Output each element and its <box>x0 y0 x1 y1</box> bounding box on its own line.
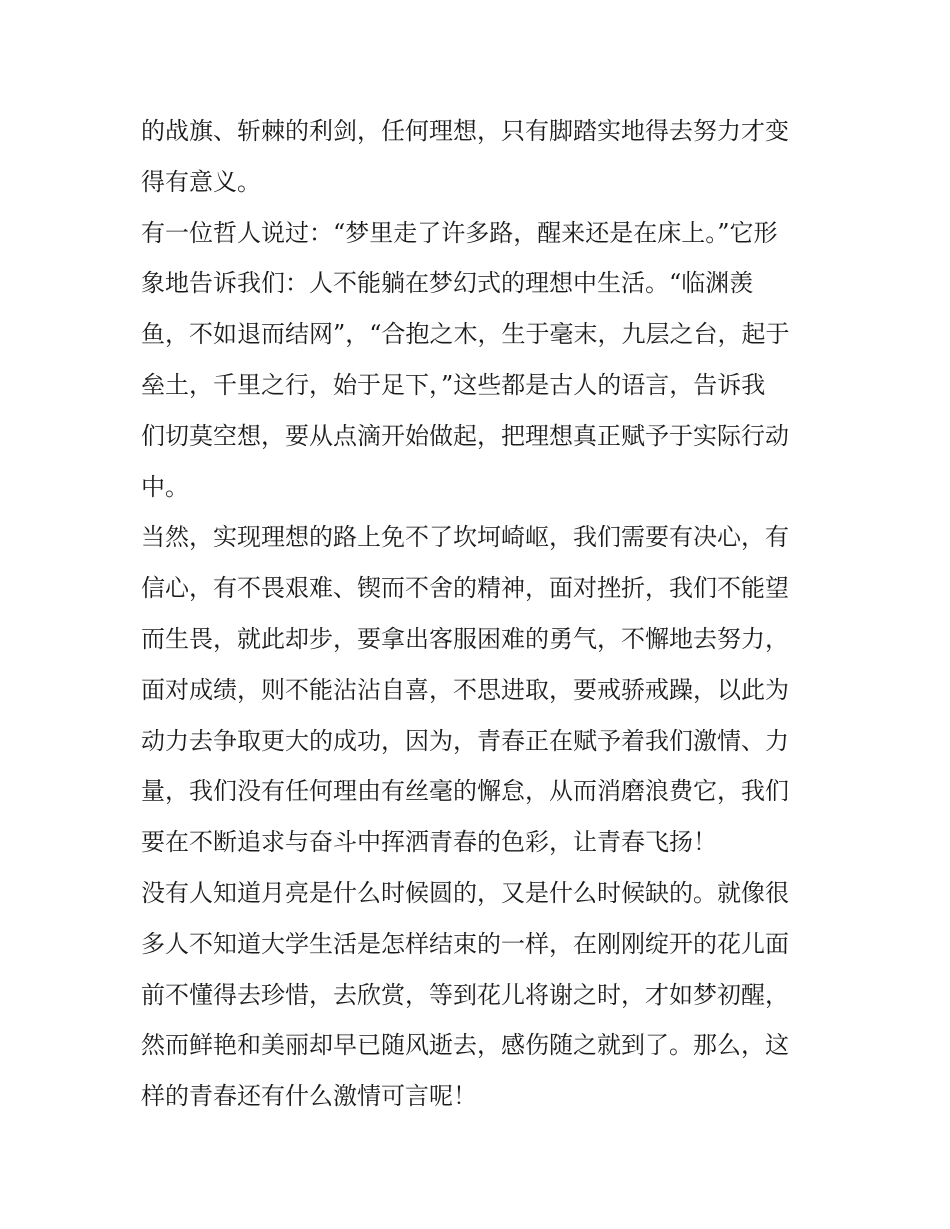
text-line: 们切莫空想，要从点滴开始做起，把理想真正赋予于实际行动 <box>141 421 789 450</box>
text-line: 而生畏，就此却步，要拿出客服困难的勇气，不懈地去努力， <box>141 624 789 653</box>
text-line: 当然，实现理想的路上免不了坎坷崎岖，我们需要有决心，有 <box>141 523 789 552</box>
text-line: 没有人知道月亮是什么时候圆的，又是什么时候缺的。就像很 <box>141 878 789 907</box>
text-line: 然而鲜艳和美丽却早已随风逝去，感伤随之就到了。那么，这 <box>141 1031 789 1060</box>
text-line: 中。 <box>141 472 189 501</box>
text-line: 量，我们没有任何理由有丝毫的懈怠，从而消磨浪费它，我们 <box>141 777 789 806</box>
text-line: 面对成绩，则不能沾沾自喜，不思进取，要戒骄戒躁，以此为 <box>141 675 789 704</box>
text-line: 前不懂得去珍惜，去欣赏，等到花儿将谢之时，才如梦初醒， <box>141 980 789 1009</box>
text-line: 多人不知道大学生活是怎样结束的一样，在刚刚绽开的花儿面 <box>141 929 789 958</box>
text-line: 得有意义。 <box>141 167 261 196</box>
text-line: 有一位哲人说过：“梦里走了许多路，醒来还是在床上。”它形 <box>141 218 778 247</box>
text-line: 信心，有不畏艰难、锲而不舍的精神，面对挫折，我们不能望 <box>141 574 789 603</box>
text-line: 鱼，不如退而结网”，“合抱之木，生于毫末，九层之台，起于 <box>141 320 790 349</box>
text-line: 动力去争取更大的成功，因为，青春正在赋予着我们激情、力 <box>141 726 789 755</box>
document-body <box>141 106 813 1122</box>
text-line: 象地告诉我们：人不能躺在梦幻式的理想中生活。“临渊羡 <box>141 269 754 298</box>
text-line: 要在不断追求与奋斗中挥洒青春的色彩，让青春飞扬！ <box>141 828 717 857</box>
text-line: 的战旗、斩棘的利剑，任何理想，只有脚踏实地得去努力才变 <box>141 117 789 145</box>
text-line: 垒土，千里之行，始于足下，”这些都是古人的语言，告诉我 <box>141 370 766 399</box>
text-line: 样的青春还有什么激情可言呢！ <box>141 1082 477 1111</box>
